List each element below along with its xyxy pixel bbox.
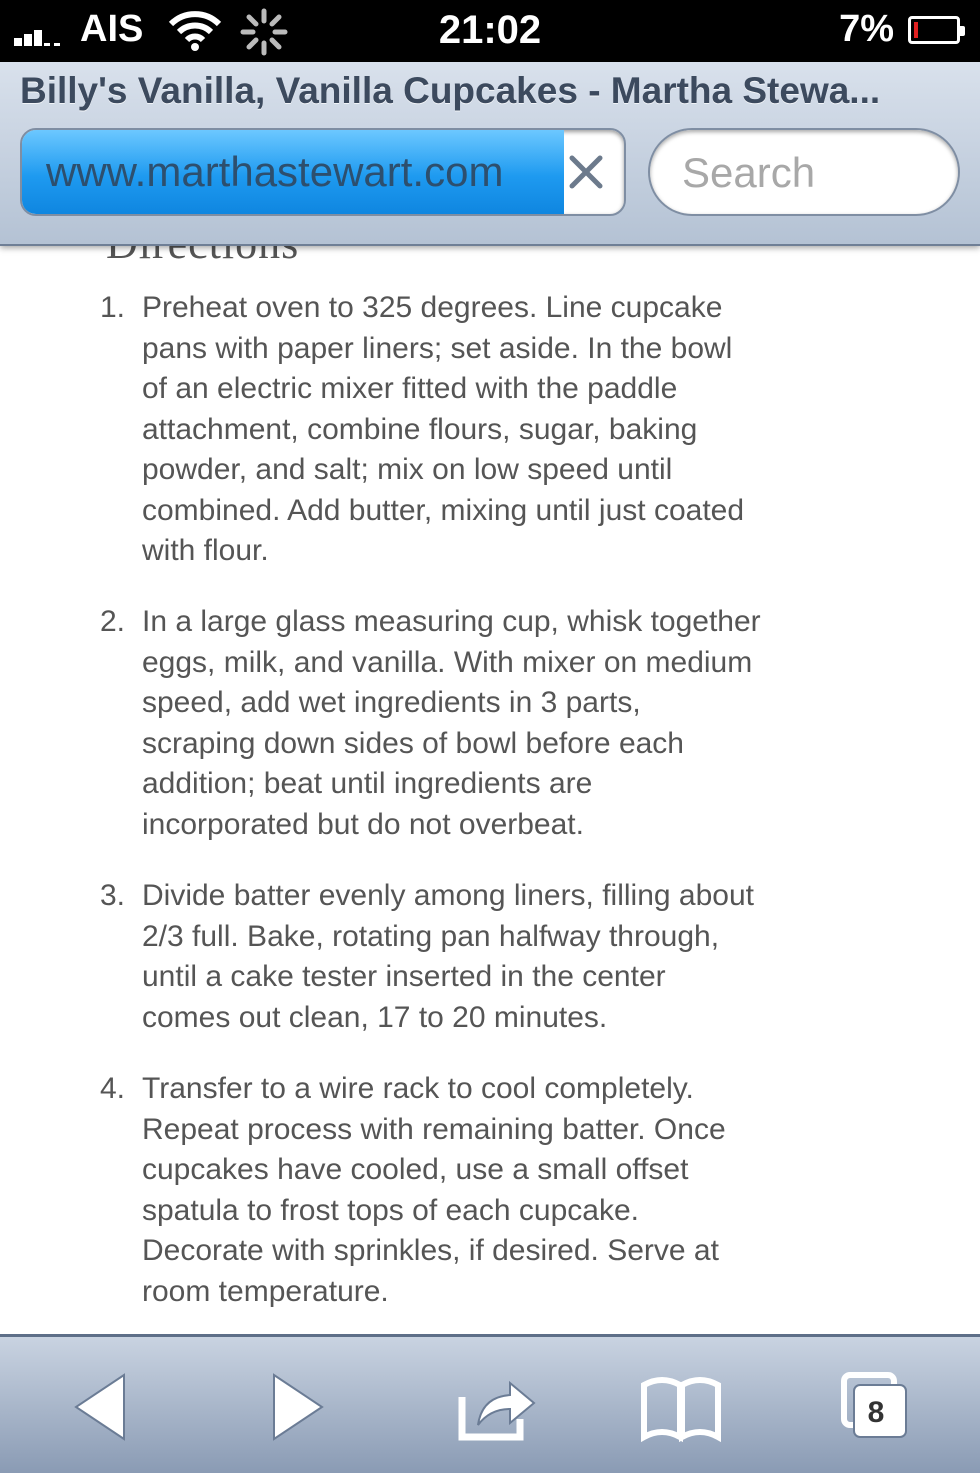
forward-icon[interactable] bbox=[252, 1367, 342, 1447]
page-title: Billy's Vanilla, Vanilla Cupcakes - Martha Stewa... bbox=[20, 70, 881, 111]
browser-header bbox=[0, 62, 980, 246]
carrier-name: AIS bbox=[80, 8, 144, 50]
step-number: 3. bbox=[100, 879, 126, 912]
bookmarks-icon[interactable] bbox=[636, 1367, 726, 1447]
status-bar bbox=[0, 0, 980, 62]
step-number: 4. bbox=[100, 1072, 126, 1105]
back-icon[interactable] bbox=[56, 1367, 146, 1447]
step-text: Divide batter evenly among liners, filling about 2/3 full. Bake, rotating pan halfway through, until a cake tester inserted in the center comes out clean, 17 to 20 minutes. bbox=[142, 879, 754, 1034]
status-time: 21:02 bbox=[438, 8, 542, 52]
tab-count: 8 bbox=[867, 1396, 885, 1429]
back-button[interactable] bbox=[56, 1367, 146, 1447]
search-input[interactable] bbox=[680, 146, 934, 200]
battery-icon bbox=[908, 16, 960, 44]
step-number: 1. bbox=[100, 291, 126, 324]
url-text[interactable]: www.marthastewart.com bbox=[46, 148, 504, 195]
address-bar[interactable] bbox=[20, 128, 626, 216]
step-number: 2. bbox=[100, 605, 126, 638]
battery-level bbox=[914, 22, 918, 38]
step-text: In a large glass measuring cup, whisk together eggs, milk, and vanilla. With mixer on medium speed, add wet ingredients in 3 parts, scraping down sides of bowl before each addition; beat until ingredients are incorporated but do not overbeat. bbox=[142, 605, 761, 841]
page-content bbox=[0, 214, 980, 1334]
share-icon[interactable] bbox=[450, 1367, 540, 1447]
step-text: Preheat oven to 325 degrees. Line cupcake pans with paper liners; set aside. In the bowl of an electric mixer fitted with the paddle attachment, combine flours, sugar, baking powder, and salt; mix on low speed until combined. Add butter, mixing until just coated with flour. bbox=[142, 291, 745, 567]
step-text: Transfer to a wire rack to cool completely. Repeat process with remaining batter. Once cupcakes have cooled, use a small offset spatula to frost tops of each cupcake. Decorate with sprinkles, if desired. Serve at room temperature. bbox=[142, 1072, 726, 1308]
search-field[interactable] bbox=[648, 128, 960, 216]
browser-toolbar bbox=[0, 1334, 980, 1473]
close-icon[interactable] bbox=[566, 152, 606, 192]
bookmarks-button[interactable] bbox=[636, 1367, 726, 1447]
battery-percentage: 7% bbox=[839, 8, 894, 50]
forward-button[interactable] bbox=[252, 1367, 342, 1447]
share-button[interactable] bbox=[450, 1367, 540, 1447]
